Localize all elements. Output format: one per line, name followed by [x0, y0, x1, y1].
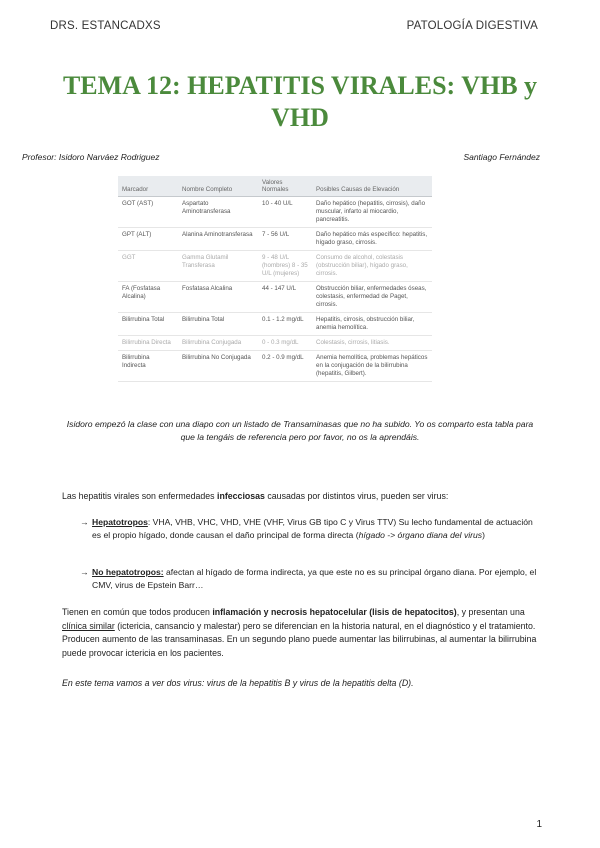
table-cell: 10 - 40 U/L — [258, 197, 312, 228]
header-left: DRS. ESTANCADXS — [50, 20, 161, 32]
paragraph-bold: inflamación y necrosis hepatocelular (lisis de hepatocitos) — [212, 607, 457, 617]
list-text: : VHA, VHB, VHC, VHD, VHE (VHF, Virus GB tipo C y Virus TTV) Su lecho fundamental de actuación es el propio hígado, donde causan el daño principal de forma directa ( — [92, 517, 533, 541]
table-cell: Fosfatasa Alcalina — [178, 282, 258, 313]
table-cell: 44 - 147 U/L — [258, 282, 312, 313]
paragraph-text: Tienen en común que todos producen — [62, 607, 213, 617]
page-number: 1 — [536, 819, 542, 830]
table-header-row — [118, 176, 432, 197]
table-cell: Bilirrubina Directa — [118, 336, 178, 351]
table-cell: 0.2 - 0.9 mg/dL — [258, 351, 312, 382]
table-cell: Bilirrubina No Conjugada — [178, 351, 258, 382]
table-header-cell: Marcador — [118, 176, 178, 197]
table-row — [118, 336, 432, 351]
table-cell: GGT — [118, 251, 178, 282]
list-term: No hepatotropos: — [92, 567, 164, 577]
table-row — [118, 351, 432, 382]
table-caption: Isidoro empezó la clase con una diapo con un listado de Transaminasas que no ha subido. Yo os comparto esta tabla para que la tengáis de referencia pero por favor, no os la aprendáis. — [66, 419, 534, 442]
table-cell: Hepatitis, cirrosis, obstrucción biliar, anemia hemolítica. — [312, 313, 432, 336]
page-title: TEMA 12: HEPATITIS VIRALES: VHB y VHD — [62, 71, 538, 132]
table-row — [118, 228, 432, 251]
table-cell: 7 - 56 U/L — [258, 228, 312, 251]
list-term: Hepatotropos — [92, 517, 148, 527]
table-cell: Gamma Glutamil Transferasa — [178, 251, 258, 282]
table-cell: Anemia hemolítica, problemas hepáticos en la conjugación de la bilirrubina (hepatitis, Gilbert). — [312, 351, 432, 382]
paragraph-text: , y presentan una — [456, 607, 525, 617]
table-cell: Bilirrubina Total — [118, 313, 178, 336]
table-cell: Consumo de alcohol, colestasis (obstrucción biliar), hígado graso, cirrosis. — [312, 251, 432, 282]
paragraph-text: (ictericia, cansancio y malestar) pero se diferencian en la historia natural, en el diagnóstico y el tratamiento. Producen aumento de las transaminasas. En un segundo plano puede aumentar las bilirrubinas, al aumentar la bilirrubina puede provocar ictericia en los pacientes. — [62, 620, 537, 658]
list-text: afectan al hígado de forma indirecta, ya que este no es su principal órgano diana. Por ejemplo, el CMV, virus de Epstein Barr… — [92, 567, 537, 591]
table-cell: 0.1 - 1.2 mg/dL — [258, 313, 312, 336]
table-row — [118, 197, 432, 228]
author-line: Santiago Fernández — [463, 152, 540, 162]
table-cell: Obstrucción biliar, enfermedades óseas, colestasis, enfermedad de Paget, cirrosis. — [312, 282, 432, 313]
arrow-bullet-icon: → — [80, 517, 89, 527]
table-row — [118, 251, 432, 282]
table-cell: Daño hepático (hepatitis, cirrosis), daño muscular, infarto al miocardio, pancreatitis. — [312, 197, 432, 228]
table-header-cell: Posibles Causas de Elevación — [312, 176, 432, 197]
topic-paragraph: En este tema vamos a ver dos virus: virus de la hepatitis B y virus de la hepatitis delta (D). — [62, 678, 414, 688]
liver-markers-table — [118, 176, 432, 382]
common-features-paragraph — [62, 606, 542, 660]
table-cell: 9 - 48 U/L (hombres) 8 - 35 U/L (mujeres) — [258, 251, 312, 282]
table-cell: Bilirrubina Indirecta — [118, 351, 178, 382]
table-cell: Colestasis, cirrosis, litiasis. — [312, 336, 432, 351]
arrow-bullet-icon: → — [80, 567, 89, 577]
table-cell: GPT (ALT) — [118, 228, 178, 251]
intro-paragraph — [62, 490, 542, 503]
list-item — [80, 566, 540, 592]
table-cell: GOT (AST) — [118, 197, 178, 228]
table-header-cell: Nombre Completo — [178, 176, 258, 197]
intro-bold: infecciosas — [217, 491, 265, 501]
list-italic: hígado -> órgano diana del virus — [358, 530, 483, 541]
table-row — [118, 313, 432, 336]
paragraph-underline: clínica similar — [62, 620, 115, 631]
table-cell: Aspartato Aminotransferasa — [178, 197, 258, 228]
intro-text-end: causadas por distintos virus, pueden ser virus: — [264, 491, 449, 501]
table-header-cell: Valores Normales — [258, 176, 312, 197]
table-cell: Bilirrubina Conjugada — [178, 336, 258, 351]
list-tail: ) — [482, 530, 485, 541]
table-cell: Bilirrubina Total — [178, 313, 258, 336]
table-cell: Alanina Aminotransferasa — [178, 228, 258, 251]
intro-text: Las hepatitis virales son enfermedades — [62, 491, 218, 501]
table-row — [118, 282, 432, 313]
table-cell: Daño hepático más específico: hepatitis, hígado graso, cirrosis. — [312, 228, 432, 251]
table-cell: 0 - 0.3 mg/dL — [258, 336, 312, 351]
header-right: PATOLOGÍA DIGESTIVA — [406, 20, 538, 32]
professor-line: Profesor: Isidoro Narváez Rodriguez — [22, 152, 160, 162]
table-cell: FA (Fosfatasa Alcalina) — [118, 282, 178, 313]
list-item — [80, 516, 540, 542]
